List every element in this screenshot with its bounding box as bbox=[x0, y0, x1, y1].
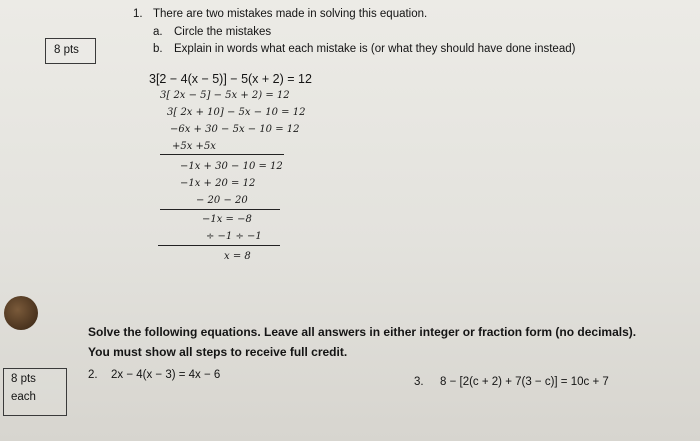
binder-hole bbox=[4, 296, 38, 330]
work-line-8: −1x = −8 bbox=[202, 214, 252, 225]
problem-3-equation: 8 − [2(c + 2) + 7(3 − c)] = 10c + 7 bbox=[440, 376, 609, 388]
problem-2-equation: 2x − 4(x − 3) = 4x − 6 bbox=[111, 369, 221, 381]
points-label: 8 pts bbox=[54, 44, 79, 56]
problem-2-number: 2. bbox=[88, 369, 98, 381]
work-line-2: 3[ 2x + 10] − 5x − 10 = 12 bbox=[167, 107, 306, 118]
points-each-line-1: 8 pts bbox=[11, 373, 36, 385]
work-line-4: +5x +5x bbox=[172, 141, 216, 152]
work-line-6: −1x + 20 = 12 bbox=[180, 178, 256, 189]
work-rule-3 bbox=[158, 245, 280, 246]
points-each-line-2: each bbox=[11, 391, 36, 403]
work-line-3: −6x + 30 − 5x − 10 = 12 bbox=[170, 124, 300, 135]
points-box-problem-1 bbox=[45, 38, 96, 64]
problem-3-number: 3. bbox=[414, 376, 424, 388]
problem-1-prompt: There are two mistakes made in solving this equation. bbox=[153, 8, 428, 20]
problem-1-equation: 3[2 − 4(x − 5)] − 5(x + 2) = 12 bbox=[149, 72, 312, 86]
part-b-letter: b. bbox=[153, 43, 163, 55]
work-line-10: x = 8 bbox=[224, 251, 251, 262]
part-a-letter: a. bbox=[153, 26, 163, 38]
work-line-9: ÷ −1 ÷ −1 bbox=[206, 231, 262, 242]
points-box-section-2 bbox=[3, 368, 67, 416]
work-line-1: 3[ 2x − 5] − 5x + 2) = 12 bbox=[160, 90, 290, 101]
problem-1-number: 1. bbox=[133, 8, 143, 20]
part-b-text: Explain in words what each mistake is (or what they should have done instead) bbox=[174, 43, 576, 55]
work-line-7: − 20 − 20 bbox=[196, 195, 248, 206]
work-rule-1 bbox=[160, 154, 284, 155]
instructions-text: Solve the following equations. Leave all answers in either integer or fraction form (no decimals). You must show all steps to receive full credit. bbox=[88, 325, 637, 359]
work-rule-2 bbox=[160, 209, 280, 210]
part-a-text: Circle the mistakes bbox=[174, 26, 272, 38]
work-line-5: −1x + 30 − 10 = 12 bbox=[180, 161, 283, 172]
